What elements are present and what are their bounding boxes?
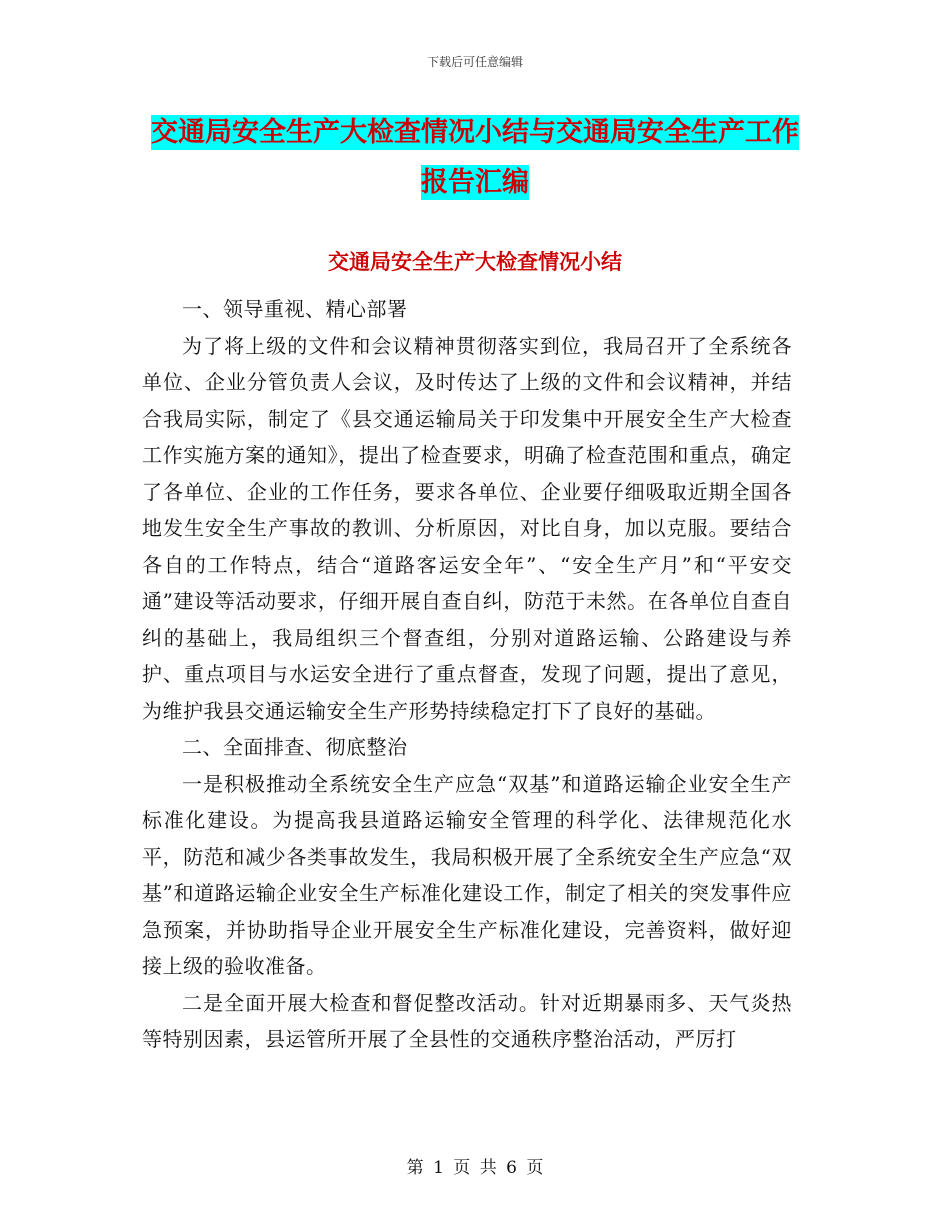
paragraph-2: 一是积极推动全系统安全生产应急“双基”和道路运输企业安全生产标准化建设。为提高我县道路运输安全管理的科学化、法律规范化水平，防范和减少各类事故发生，我局积极开展了全系统安全生产应急“双基”和道路运输企业安全生产标准化建设工作，制定了相关的突发事件应急预案，并协助指导企业开展安全生产标准化建设，完善资料，做好迎接上级的验收准备。	[142, 771, 792, 978]
heading-1: 一、领导重视、精心部署	[182, 297, 408, 321]
section-title: 交通局安全生产大检查情况小结	[328, 250, 622, 274]
document-body	[142, 291, 792, 1058]
document-title-text: 交通局安全生产大检查情况小结与交通局安全生产工作报告汇编	[151, 117, 799, 198]
document-title	[140, 108, 810, 208]
paragraph-3: 二是全面开展大检查和督促整改活动。针对近期暴雨多、天气炎热等特别因素，县运管所开展了全县性的交通秩序整治活动，严厉打	[142, 990, 792, 1051]
heading-2: 二、全面排查、彻底整治	[182, 735, 408, 759]
page-number: 第 1 页 共 6 页	[406, 1158, 544, 1178]
header-note: 下载后可任意编辑	[426, 55, 523, 69]
paragraph-1: 为了将上级的文件和会议精神贯彻落实到位，我局召开了全系统各单位、企业分管负责人会议，及时传达了上级的文件和会议精神，并结合我局实际，制定了《县交通运输局关于印发集中开展安全生产大检查工作实施方案的通知》，提出了检查要求，明确了检查范围和重点，确定了各单位、企业的工作任务，要求各单位、企业要仔细吸取近期全国各地发生安全生产事故的教训、分析原因，对比自身，加以克服。要结合各自的工作特点，结合“道路客运安全年”、“安全生产月”和“平安交通”建设等活动要求，仔细开展自查自纠，防范于未然。在各单位自查自纠的基础上，我局组织三个督查组，分别对道路运输、公路建设与养护、重点项目与水运安全进行了重点督查，发现了问题，提出了意见，为维护我县交通运输安全生产形势持续稳定打下了良好的基础。	[142, 333, 792, 723]
